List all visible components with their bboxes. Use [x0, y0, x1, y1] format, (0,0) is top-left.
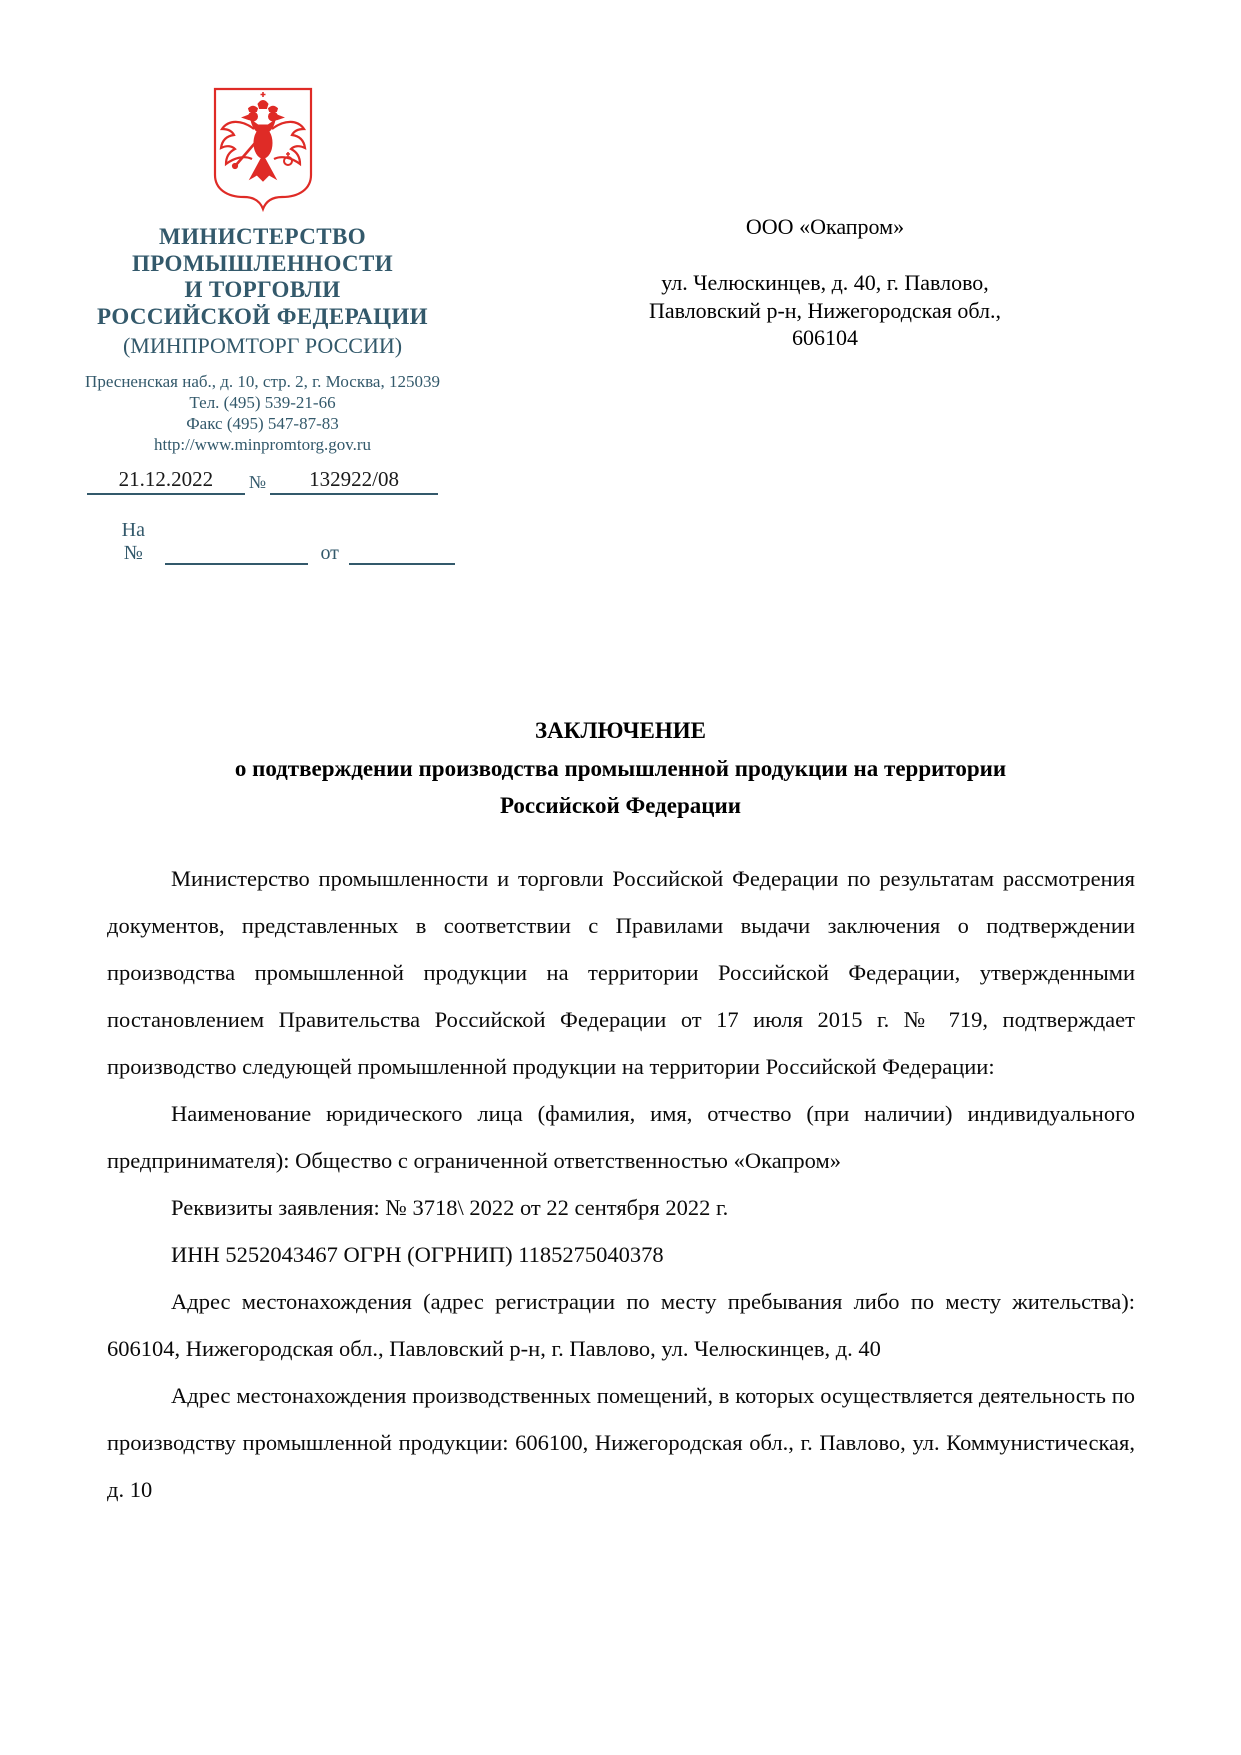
- recipient-block: [585, 85, 1065, 565]
- body-paragraph: Реквизиты заявления: № 3718\ 2022 от 22 сентября 2022 г.: [171, 1195, 729, 1220]
- ministry-name-line-4: РОССИЙСКОЙ ФЕДЕРАЦИИ: [97, 303, 428, 329]
- ministry-fax: Факс (495) 547-87-83: [186, 414, 339, 433]
- body-paragraph: Наименование юридического лица (фамилия, имя, отчество (при наличии) индивидуального предпринимателя): Общество с ограниченной ответственностью «Окапром»: [107, 1101, 1135, 1173]
- body-paragraph: Адрес местонахождения производственных помещений, в которых осуществляется деятельность по производству промышленной продукции: 606100, Нижегородская обл., г. Павлово, ул. Коммунистическая, д. 10: [107, 1383, 1135, 1502]
- document-subtitle-line-2: Российской Федерации: [499, 793, 742, 818]
- document-number: 132922/08: [270, 467, 438, 495]
- ref-from-label: от: [320, 542, 339, 564]
- ministry-name-line-3: И ТОРГОВЛИ: [184, 277, 341, 302]
- recipient-name: ООО «Окапром»: [745, 214, 905, 239]
- recipient-address-line-1: ул. Челюскинцев, д. 40, г. Павлово,: [661, 270, 989, 295]
- date-number-row: [70, 467, 455, 495]
- ref-label: На №: [121, 519, 145, 564]
- ministry-phone: Тел. (495) 539-21-66: [189, 393, 336, 412]
- recipient-address-line-3: 606104: [792, 325, 858, 350]
- ref-date-blank: [349, 541, 455, 565]
- body-paragraph: Министерство промышленности и торговли Российской Федерации по результатам рассмотрения документов, представленных в соответствии с Правилами выдачи заключения о подтверждении производства промышленной продукции на территории Российской Федерации, утвержденными постановлением Правительства Российской Федерации от 17 июля 2015 г. № 719, подтверждает производство следующей промышленной продукции на территории Российской Федерации:: [107, 866, 1135, 1079]
- document-subtitle-line-1: о подтверждении производства промышленной продукции на территории: [234, 755, 1007, 781]
- coat-of-arms-icon: [208, 85, 318, 220]
- recipient-address: [585, 269, 1065, 352]
- number-sign: №: [248, 472, 267, 492]
- ministry-block: [70, 85, 455, 565]
- ministry-address: Пресненская наб., д. 10, стр. 2, г. Москва, 125039: [85, 372, 440, 391]
- recipient-address-line-2: Павловский р-н, Нижегородская обл.,: [648, 297, 1002, 323]
- ref-number-blank: [165, 541, 309, 565]
- document-date: 21.12.2022: [87, 467, 245, 495]
- body-paragraph: ИНН 5252043467 ОГРН (ОГРНИП) 1185275040378: [171, 1242, 664, 1267]
- ministry-short-name: (МИНПРОМТОРГ РОССИИ): [122, 333, 403, 358]
- document-body: [107, 855, 1135, 1513]
- reference-number-row: [70, 519, 455, 565]
- document-title: ЗАКЛЮЧЕНИЕ: [535, 718, 706, 743]
- document-title-block: [0, 712, 1241, 825]
- ministry-website: http://www.minpromtorg.gov.ru: [153, 435, 372, 454]
- letterhead: [70, 85, 1065, 565]
- body-paragraph: Адрес местонахождения (адрес регистрации по месту пребывания либо по месту жительства): 606104, Нижегородская обл., Павловский р-н, г. Павлово, ул. Челюскинцев, д. 40: [107, 1289, 1135, 1361]
- ministry-name-line-2: ПРОМЫШЛЕННОСТИ: [131, 250, 394, 276]
- ministry-name-line-1: МИНИСТЕРСТВО: [159, 224, 366, 249]
